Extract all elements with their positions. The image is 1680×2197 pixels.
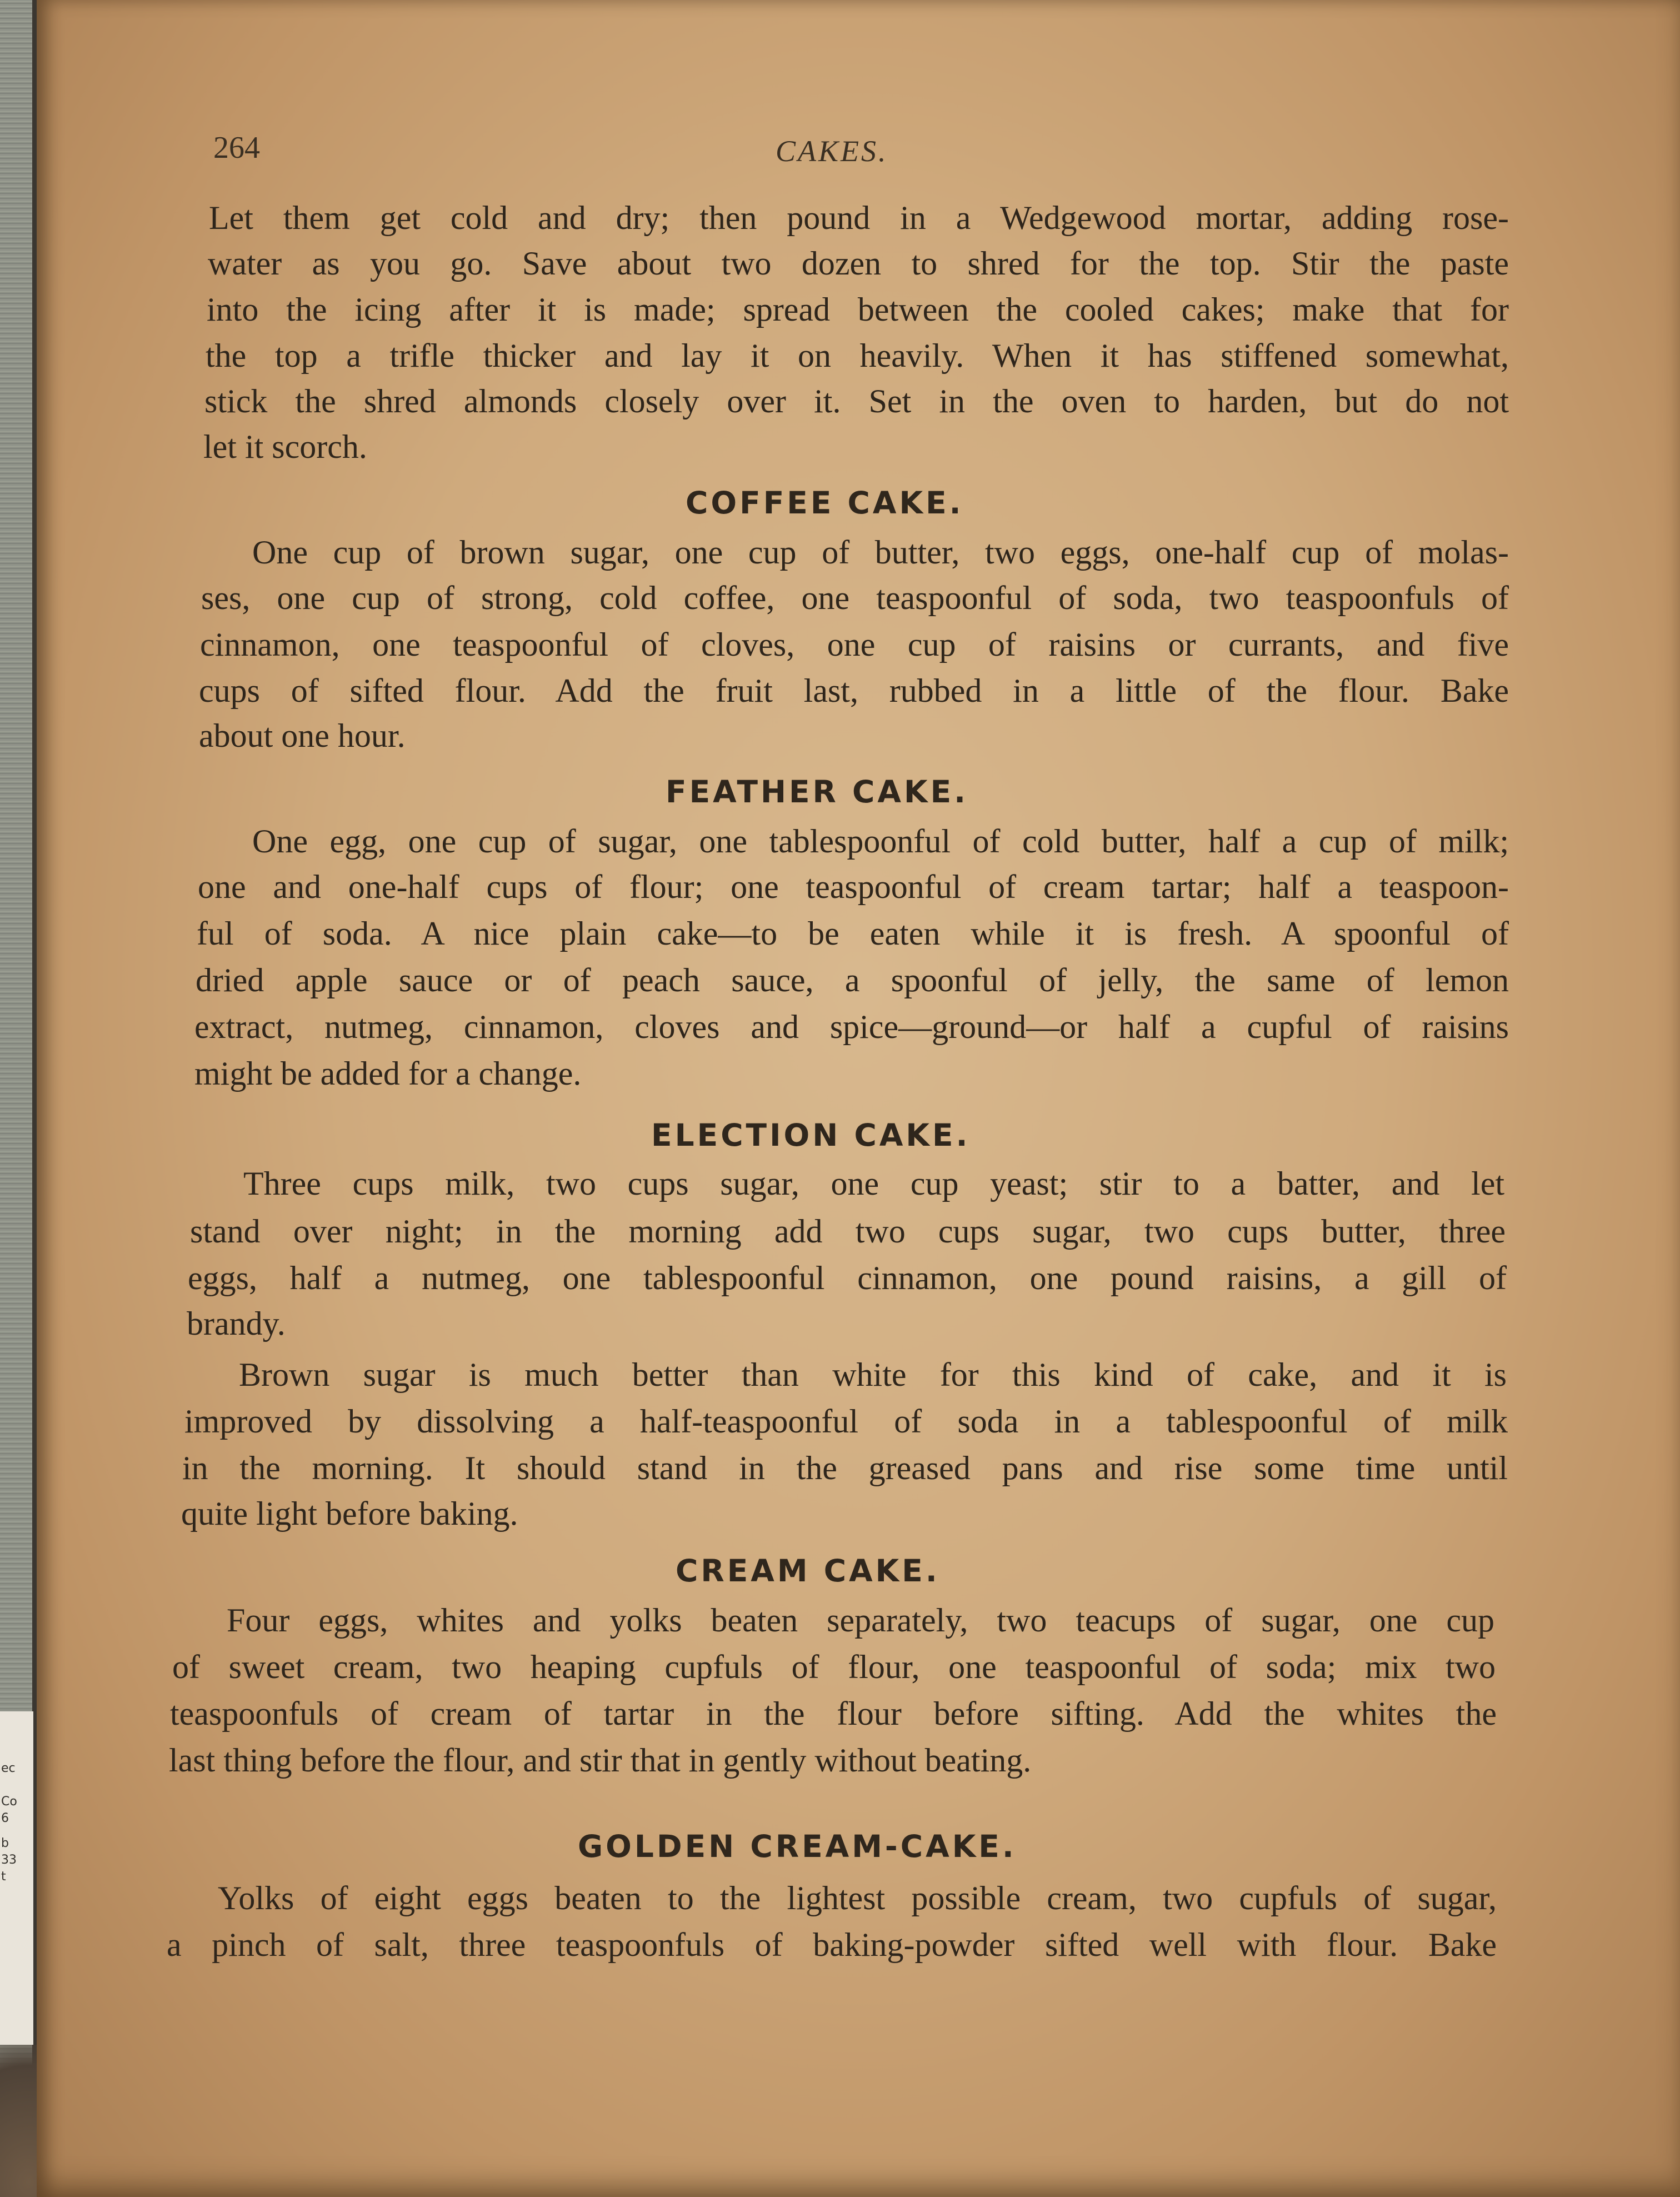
margin-fragment: b [1, 1836, 9, 1850]
text-line: cups of sifted flour. Add the fruit last, rubbed in a little of the flour. Bake [199, 672, 1509, 709]
text-line: let it scorch. [203, 428, 367, 465]
recipe-title: ELECTION CAKE. [651, 1117, 971, 1153]
text-line: into the icing after it is made; spread between the cooled cakes; make that for [207, 291, 1509, 328]
text-line: Let them get cold and dry; then pound in a Wedgewood mortar, adding rose- [209, 199, 1509, 236]
text-line: One egg, one cup of sugar, one tablespoonful of cold butter, half a cup of milk; [252, 823, 1509, 860]
margin-fragment: ec [1, 1761, 16, 1775]
text-line: teaspoonfuls of cream of tartar in the flour before sifting. Add the whites the [170, 1695, 1497, 1732]
text-line: eggs, half a nutmeg, one tablespoonful cinnamon, one pound raisins, a gill of [188, 1260, 1507, 1296]
underlying-sheet [0, 1711, 33, 2045]
text-line: brandy. [187, 1305, 286, 1342]
text-line: ses, one cup of strong, cold coffee, one teaspoonful of soda, two teaspoonfuls of [201, 580, 1509, 616]
text-line: last thing before the flour, and stir that in gently without beating. [169, 1742, 1032, 1779]
margin-fragment: Co [1, 1795, 17, 1809]
recipe-title: COFFEE CAKE. [686, 485, 964, 521]
text-line: might be added for a change. [194, 1055, 582, 1092]
text-line: improved by dissolving a half-teaspoonful of soda in a tablespoonful of milk [184, 1403, 1508, 1440]
text-line: a pinch of salt, three teaspoonfuls of baking-powder sifted well with flour. Bake [167, 1926, 1497, 1963]
text-line: quite light before baking. [181, 1495, 518, 1532]
text-line: Three cups milk, two cups sugar, one cup yeast; stir to a batter, and let [243, 1165, 1504, 1202]
text-line: one and one-half cups of flour; one teaspoonful of cream tartar; half a teaspoon- [198, 868, 1509, 905]
recipe-title: CREAM CAKE. [676, 1553, 940, 1589]
text-line: water as you go. Save about two dozen to shred for the top. Stir the paste [208, 245, 1509, 282]
recipe-title: FEATHER CAKE. [666, 774, 969, 810]
text-line: about one hour. [199, 717, 406, 754]
margin-fragment: 6 [1, 1811, 9, 1825]
margin-fragment: 33 [1, 1853, 17, 1867]
text-line: of sweet cream, two heaping cupfuls of flour, one teaspoonful of soda; mix two [172, 1649, 1496, 1685]
text-line: Yolks of eight eggs beaten to the lightest possible cream, two cupfuls of sugar, [218, 1880, 1497, 1916]
page-number: 264 [213, 131, 260, 165]
text-line: Brown sugar is much better than white for this kind of cake, and it is [239, 1356, 1507, 1393]
text-line: stand over night; in the morning add two cups sugar, two cups butter, three [190, 1213, 1506, 1250]
text-line: in the morning. It should stand in the greased pans and rise some time until [182, 1450, 1508, 1486]
text-line: extract, nutmeg, cinnamon, cloves and spice—ground—or half a cupful of raisins [194, 1008, 1509, 1045]
recipe-title: GOLDEN CREAM-CAKE. [578, 1829, 1017, 1864]
book-page [37, 0, 1680, 2197]
text-line: Four eggs, whites and yolks beaten separately, two teacups of sugar, one cup [227, 1602, 1494, 1639]
text-line: One cup of brown sugar, one cup of butter, two eggs, one-half cup of molas- [252, 534, 1509, 571]
margin-fragment: t [1, 1870, 6, 1884]
text-line: the top a trifle thicker and lay it on heavily. When it has stiffened somewhat, [206, 337, 1509, 374]
running-head: CAKES. [776, 134, 888, 168]
text-line: dried apple sauce or of peach sauce, a spoonful of jelly, the same of lemon [196, 962, 1509, 998]
text-line: stick the shred almonds closely over it. Set in the oven to harden, but do not [204, 383, 1509, 420]
text-line: cinnamon, one teaspoonful of cloves, one cup of raisins or currants, and five [200, 626, 1509, 663]
text-line: ful of soda. A nice plain cake—to be eaten while it is fresh. A spoonful of [197, 915, 1509, 952]
